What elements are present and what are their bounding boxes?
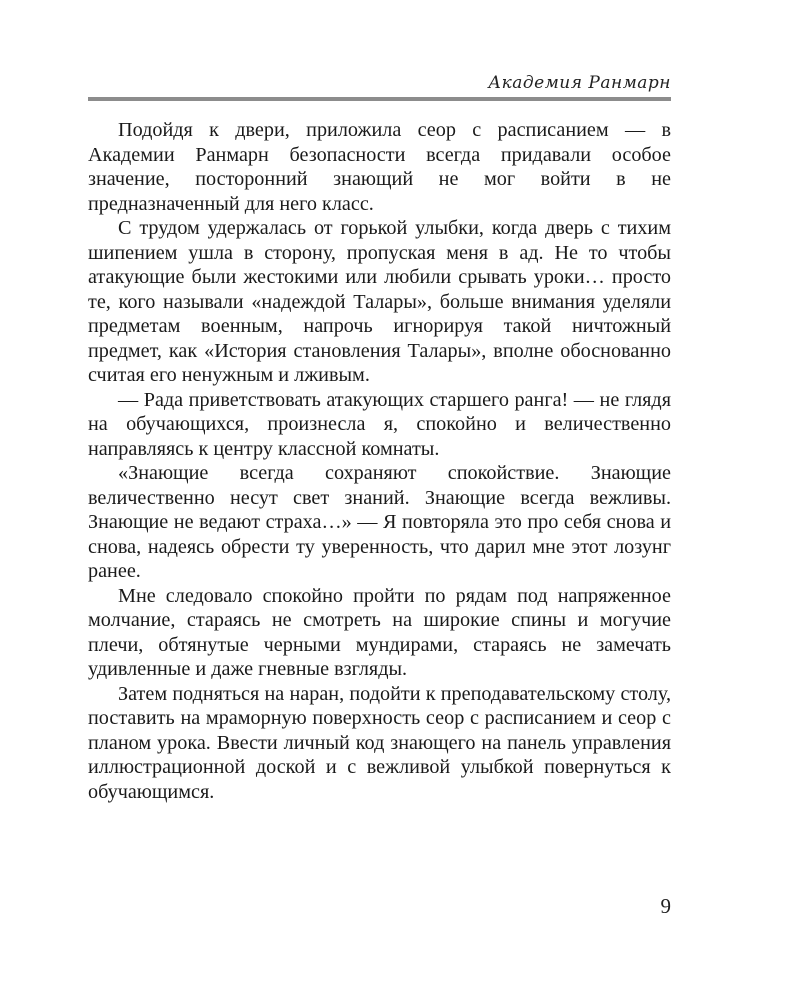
page-number: 9 bbox=[660, 894, 671, 918]
paragraph: «Знающие всегда сохраняют спокойствие. Знающие величественно несут свет знаний. Знающие всегда вежливы. Знающие не ведают страха…» — Я повторяла это про себя снова и снова, надеясь обрести ту уверенность, что дарил мне этот лозунг ранее. bbox=[88, 462, 671, 582]
header-rule bbox=[88, 97, 671, 101]
paragraph: Затем подняться на наран, подойти к преподавательскому столу, поставить на мраморную поверхность сеор с расписанием и сеор с планом урока. Ввести личный код знающего на панель управления иллюстрационной доской и с вежливой улыбкой повернуться к обучающимся. bbox=[88, 682, 671, 803]
page-body bbox=[88, 118, 671, 804]
paragraph: С трудом удержалась от горькой улыбки, когда дверь с тихим шипением ушла в сторону, пропуская меня в ад. Не то чтобы атакующие были жестокими или любили срывать уроки… просто те, кого называли «надеждой Талары», больше внимания уделяли предметам военным, напрочь игнорируя такой ничтожный предмет, как «История становления Талары», вполне обоснованно считая его ненужным и лживым. bbox=[88, 217, 671, 386]
paragraph: — Рада приветствовать атакующих старшего ранга! — не глядя на обучающихся, произнесла я, спокойно и величественно направляясь к центру классной комнаты. bbox=[88, 388, 671, 460]
paragraph: Мне следовало спокойно пройти по рядам под напряженное молчание, стараясь не смотреть на широкие спины и могучие плечи, обтянутые черными мундирами, стараясь не замечать удивленные и даже гневные взгляды. bbox=[88, 584, 671, 680]
paragraph: Подойдя к двери, приложила сеор с расписанием — в Академии Ранмарн безопасности всегда придавали особое значение, посторонний знающий не мог войти в не предназначенный для него класс. bbox=[88, 119, 671, 215]
running-head-title: Академия Ранмарн bbox=[488, 73, 671, 93]
